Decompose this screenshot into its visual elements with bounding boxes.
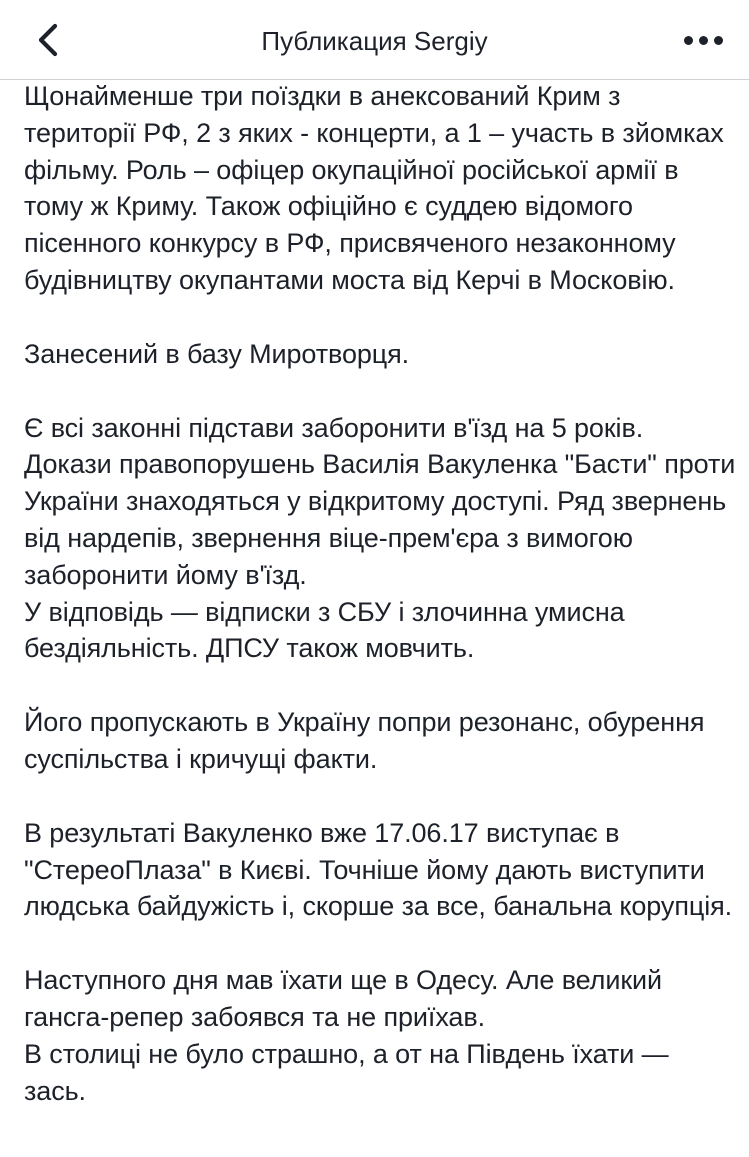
post-paragraph: Є всі законні підстави заборонити в'їзд на 5 років. Докази правопорушень Василія Вакуленка "Басти" проти України знаходяться у відкритому доступі. Ряд звернень від нардепів, звернення віце-прем'єра з вимогою заборонити йому в'їзд. У відповідь — відписки з СБУ і злочинна умисна бездіяльність. ДПСУ також мовчить. [24, 412, 736, 664]
post-body [24, 78, 736, 1157]
top-navigation-bar [0, 0, 749, 80]
post-paragraph: Щонайменше три поїздки в анексований Крим з території РФ, 2 з яких - концерти, а 1 – участь в зйомках фільму. Роль – офіцер окупаційної російської армії в тому ж Криму. Також офіційно є суддею відомого пісенного конкурсу в РФ, присвяченого незаконному будівництву окупантами моста від Керчі в Московію. [24, 81, 724, 295]
more-options-button[interactable] [675, 20, 731, 60]
more-dots-icon [699, 36, 708, 45]
post-paragraph: Занесений в базу Миротворця. [24, 338, 410, 369]
post-paragraph: В результаті Вакуленко вже 17.06.17 виступає в "СтереоПлаза" в Києві. Точніше йому дають виступити людська байдужість і, скорше за все, банальна корупція. [24, 817, 733, 922]
post-paragraph: Його пропускають в Україну попри резонанс, обурення суспільства і кричущі факти. [24, 707, 705, 774]
more-dots-icon [684, 36, 693, 45]
back-button[interactable] [24, 16, 72, 64]
page-title: Публикация Sergiy [261, 26, 488, 56]
post-paragraph: Наступного дня мав їхати ще в Одесу. Але великий гансга-репер забоявся та не приїхав. В столиці не було страшно, а от на Південь їхати — зась. [24, 965, 669, 1106]
more-dots-icon [714, 36, 723, 45]
chevron-left-icon [35, 22, 61, 58]
